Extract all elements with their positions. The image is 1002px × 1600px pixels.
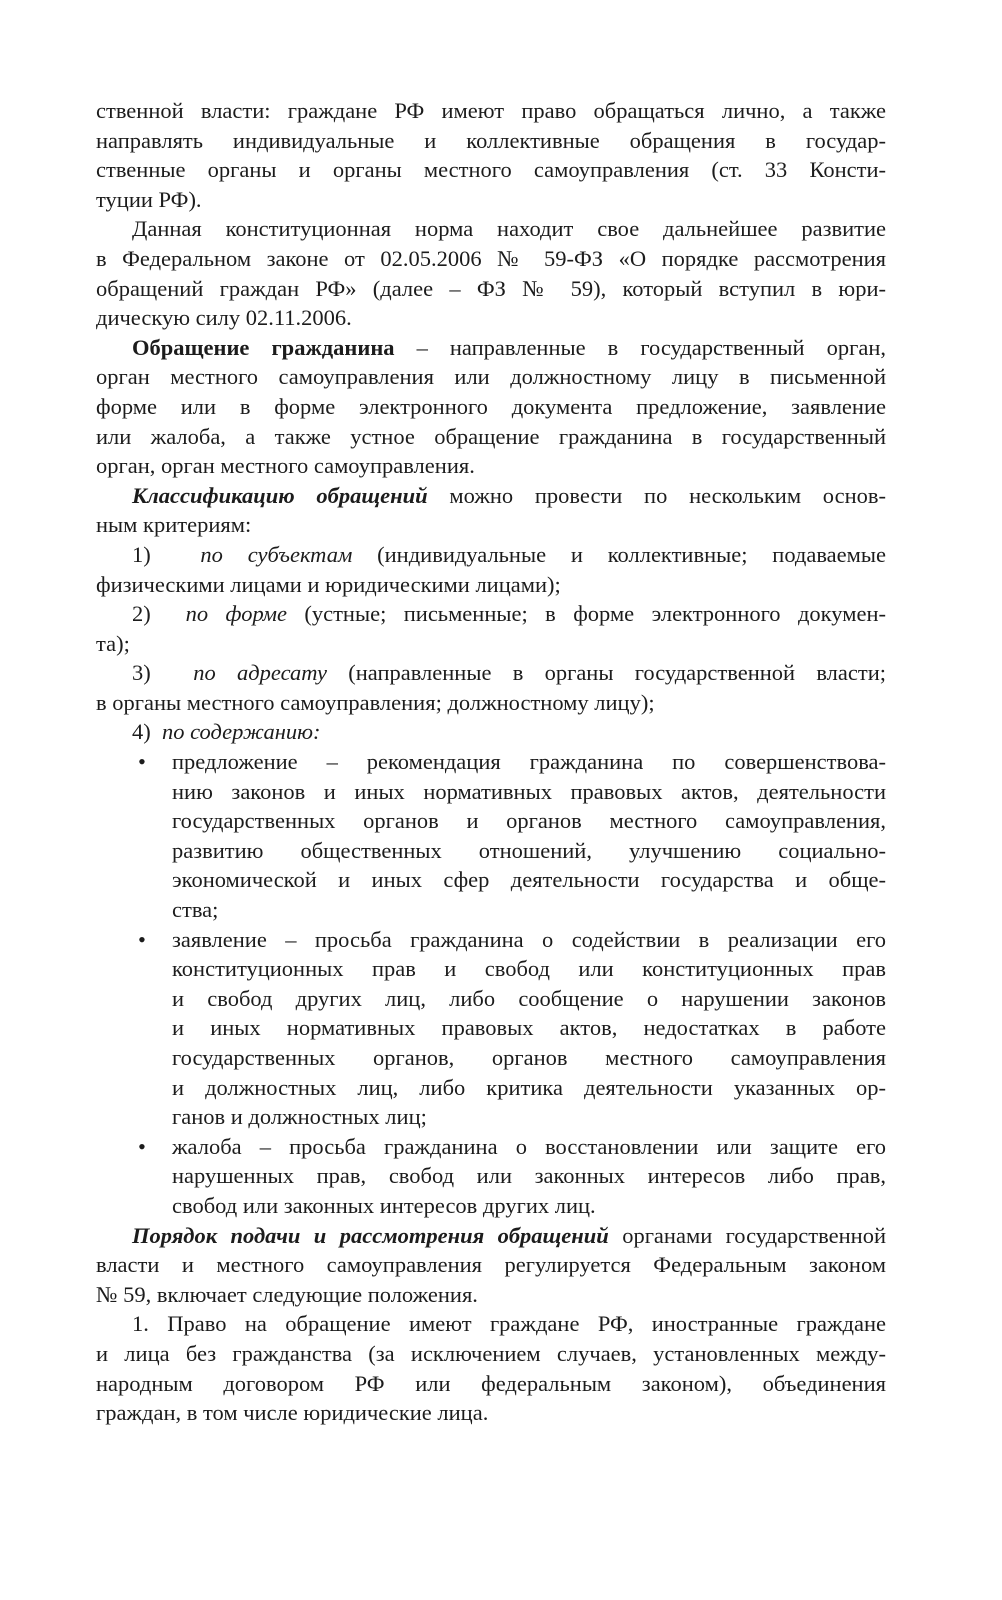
bullet-icon: •: [138, 926, 146, 952]
criterion-term: по адресату: [193, 660, 327, 686]
text-line: и должностных лиц, либо критика деятельности указанных ор-: [172, 1074, 886, 1100]
text-line: народным договором РФ или федеральным законом), объединения: [96, 1370, 886, 1396]
list-item-proposal: [96, 747, 886, 925]
criterion-subjects: [96, 540, 886, 599]
text-line: и свобод других лиц, либо сообщение о нарушении законов: [172, 985, 886, 1011]
paragraph-procedure: [96, 1221, 886, 1310]
criterion-term: по субъектам: [200, 541, 353, 567]
text-fragment: (индивидуальные и коллективные; подаваемые: [352, 541, 887, 567]
criterion-number: 4): [132, 719, 151, 745]
paragraph-federal-law: [96, 214, 886, 332]
text-line: нию законов и иных нормативных правовых актов, деятельности: [172, 778, 886, 804]
text-line: конституционных прав и свобод или конституционных прав: [172, 956, 886, 982]
text-line: предложение – рекомендация гражданина по совершенствова-: [172, 749, 886, 775]
criterion-number: 1): [132, 541, 151, 567]
text-line: направлять индивидуальные и коллективные обращения в государ-: [96, 127, 886, 153]
text-line: орган, орган местного самоуправления.: [96, 453, 475, 479]
text-line: [96, 1221, 886, 1251]
paragraph-definition: [96, 333, 886, 481]
text-line: дическую силу 02.11.2006.: [96, 305, 352, 331]
text-line: обращений граждан РФ» (далее – ФЗ № 59), который вступил в юри-: [96, 275, 886, 301]
text-line: [96, 658, 886, 688]
text-line: орган местного самоуправления или должностному лицу в письменной: [96, 364, 886, 390]
text-line: экономической и иных сфер деятельности государства и обще-: [172, 867, 886, 893]
text-fragment: – направленные в государственный орган,: [394, 334, 886, 360]
list-item-statement: [96, 925, 886, 1132]
text-fragment: можно провести по нескольким основ-: [427, 482, 887, 508]
text-line: государственных органов, органов местного самоуправления: [172, 1045, 886, 1070]
text-line: физическими лицами и юридическими лицами);: [96, 571, 561, 597]
text-line: та);: [96, 630, 130, 656]
text-line: в Федеральном законе от 02.05.2006 № 59-ФЗ «О порядке рассмотрения: [96, 245, 886, 271]
term-classification: Классификацию обращений: [132, 482, 428, 508]
text-line: ственной власти: граждане РФ имеют право обращаться лично, а также: [96, 98, 886, 123]
paragraph-classification: [96, 481, 886, 540]
document-page: [96, 96, 886, 1428]
criterion-form: [96, 599, 886, 658]
text-line: форме или в форме электронного документа предложение, заявление: [96, 393, 886, 419]
text-line: или жалоба, а также устное обращение гражданина в государственный: [96, 423, 886, 449]
text-fragment: (устные; письменные; в форме электронного докумен-: [286, 601, 886, 627]
list-item-complaint: [96, 1132, 886, 1221]
text-line: ганов и должностных лиц;: [172, 1104, 427, 1130]
text-line: ства;: [172, 897, 219, 923]
text-fragment: (направленные в органы государственной власти;: [326, 660, 886, 686]
text-line: государственных органов и органов местного самоуправления,: [172, 808, 886, 834]
text-line: Данная конституционная норма находит свое дальнейшее развитие: [132, 216, 886, 242]
criterion-addressee: [96, 658, 886, 717]
text-line: и лица без гражданства (за исключением случаев, установленных между-: [96, 1340, 886, 1366]
text-line: власти и местного самоуправления регулируется Федеральным законом: [96, 1252, 886, 1278]
text-line: развитию общественных отношений, улучшению социально-: [172, 837, 886, 863]
text-line: [96, 333, 886, 363]
criterion-number: 2): [132, 601, 151, 627]
term-procedure: Порядок подачи и рассмотрения обращений: [132, 1222, 609, 1248]
text-line: [96, 717, 886, 747]
text-line: граждан, в том числе юридические лица.: [96, 1400, 489, 1426]
paragraph-constitution-right: [96, 96, 886, 214]
content-types-list: [96, 747, 886, 1221]
text-line: заявление – просьба гражданина о содействии в реализации его: [172, 926, 886, 952]
text-line: ным критериям:: [96, 512, 252, 538]
text-line: [96, 481, 886, 511]
text-line: туции РФ).: [96, 186, 202, 212]
text-line: нарушенных прав, свобод или законных интересов либо прав,: [172, 1163, 886, 1189]
bullet-icon: •: [138, 749, 146, 775]
criterion-term: по форме: [185, 601, 287, 627]
criterion-term: по содержанию:: [162, 719, 321, 745]
text-line: жалоба – просьба гражданина о восстановлении или защите его: [172, 1133, 886, 1159]
text-line: ственные органы и органы местного самоуправления (ст. 33 Консти-: [96, 157, 886, 183]
bullet-icon: •: [138, 1133, 146, 1159]
criterion-content: [96, 717, 886, 747]
text-line: [96, 599, 886, 629]
text-line: № 59, включает следующие положения.: [96, 1281, 478, 1307]
text-line: свобод или законных интересов других лиц.: [172, 1192, 596, 1218]
text-line: в органы местного самоуправления; должностному лицу);: [96, 689, 655, 715]
paragraph-point-1: [96, 1309, 886, 1427]
text-fragment: органами государственной: [608, 1222, 886, 1248]
criterion-number: 3): [132, 660, 151, 686]
text-line: 1. Право на обращение имеют граждане РФ, иностранные граждане: [132, 1311, 886, 1337]
text-line: [96, 540, 886, 570]
term-citizen-appeal: Обращение гражданина: [132, 334, 395, 360]
text-line: и иных нормативных правовых актов, недостатках в работе: [172, 1015, 886, 1041]
